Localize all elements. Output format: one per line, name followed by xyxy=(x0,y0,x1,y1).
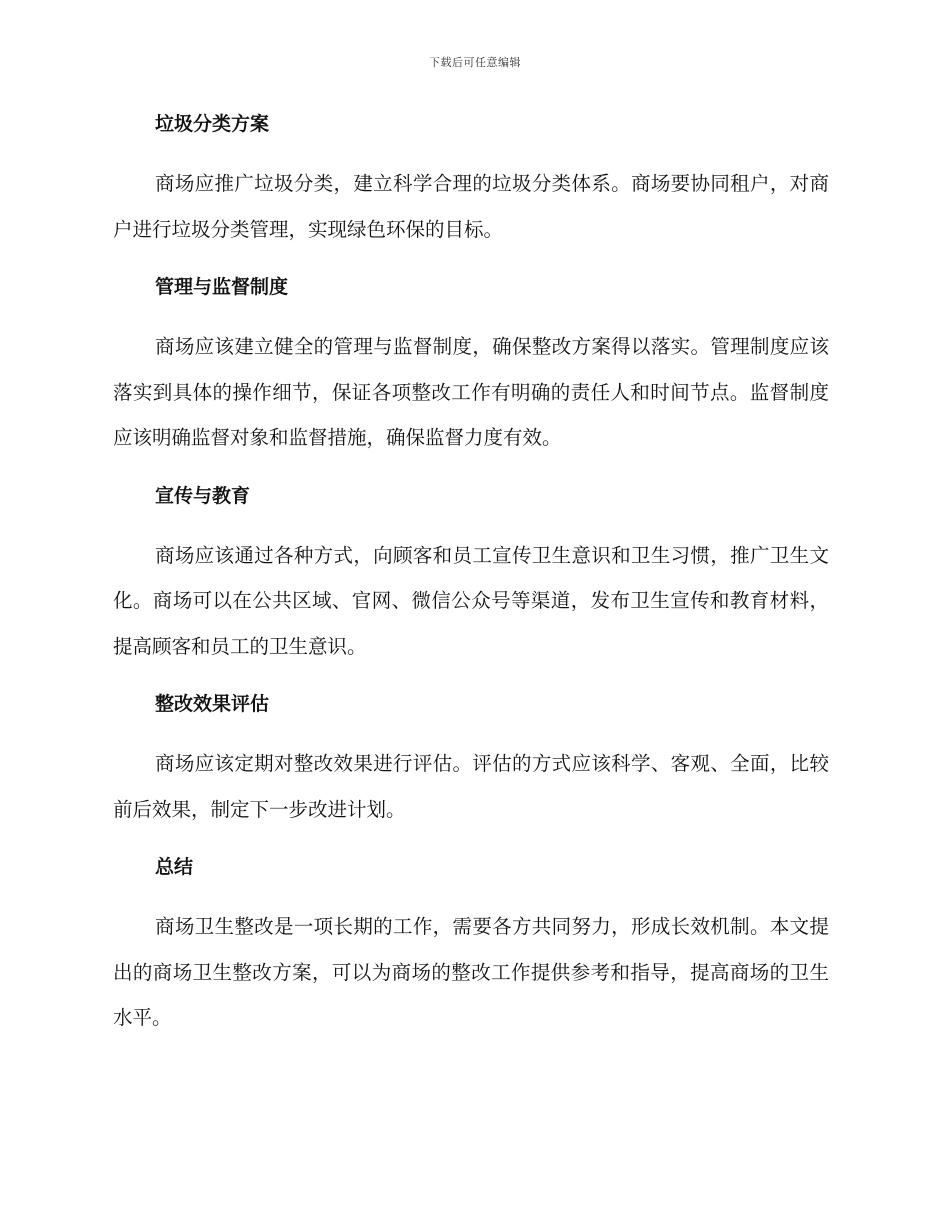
section-paragraph: 商场应该通过各种方式，向顾客和员工宣传卫生意识和卫生习惯，推广卫生文化。商场可以在公共区域、官网、微信公众号等渠道，发布卫生宣传和教育材料，提高顾客和员工的卫生意识。 xyxy=(113,543,829,658)
section-paragraph: 商场卫生整改是一项长期的工作，需要各方共同努力，形成长效机制。本文提出的商场卫生整改方案，可以为商场的整改工作提供参考和指导，提高商场的卫生水平。 xyxy=(113,915,829,1029)
section-summary xyxy=(113,853,829,1041)
section-paragraph: 商场应推广垃圾分类，建立科学合理的垃圾分类体系。商场要协同租户，对商户进行垃圾分类管理，实现绿色环保的目标。 xyxy=(113,172,829,241)
section-paragraph: 商场应该建立健全的管理与监督制度，确保整改方案得以落实。管理制度应该落实到具体的操作细节，保证各项整改工作有明确的责任人和时间节点。监督制度应该明确监督对象和监督措施，确保监督力度有效。 xyxy=(113,335,829,449)
section-heading: 管理与监督制度 xyxy=(155,276,289,298)
header-note: 下载后可任意编辑 xyxy=(429,56,521,69)
section-paragraph: 商场应该定期对整改效果进行评估。评估的方式应该科学、客观、全面，比较前后效果，制定下一步改进计划。 xyxy=(113,752,829,821)
section-heading: 宣传与教育 xyxy=(155,484,251,507)
section-rectification-evaluation xyxy=(113,690,829,832)
section-heading: 总结 xyxy=(155,856,194,878)
section-garbage-sorting xyxy=(113,110,829,252)
section-publicity-education xyxy=(113,482,829,670)
section-management-supervision xyxy=(113,273,829,461)
section-heading: 整改效果评估 xyxy=(155,693,270,715)
section-heading: 垃圾分类方案 xyxy=(155,113,270,135)
document-body xyxy=(113,110,829,1062)
